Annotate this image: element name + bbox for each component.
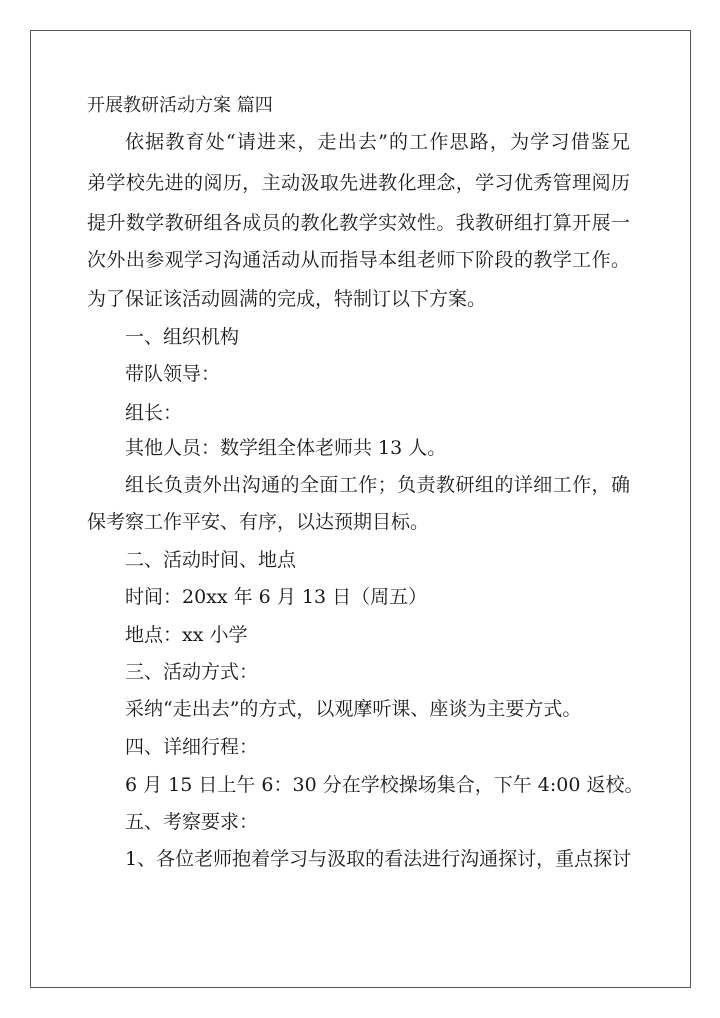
intro-text-3: 提升数学教研组各成员的教化教学实效性。我教研组打算开展一 [87, 212, 630, 234]
leader-line: 带队领导： [125, 363, 221, 385]
intro-line-4 [87, 248, 630, 272]
place-line: 地点：xx 小学 [125, 624, 248, 646]
document-title: 开展教研活动方案 篇四 [87, 95, 273, 116]
section-heading-schedule: 四、详细行程： [125, 736, 259, 758]
intro-text-2: 弟学校先进的阅历，主动汲取先进教化理念，学习优秀管理阅历 [87, 172, 630, 194]
requirement-text-1: 1、各位老师抱着学习与汲取的看法进行沟通探讨，重点探讨 [125, 848, 632, 870]
intro-text-4: 次外出参观学习沟通活动从而指导本组老师下阶段的教学工作。 [87, 249, 630, 271]
intro-line-5: 为了保证该活动圆满的完成，特制订以下方案。 [87, 288, 487, 310]
duty-line-2: 保考察工作平安、有序，以达预期目标。 [87, 511, 430, 533]
method-line: 采纳“走出去”的方式，以观摩听课、座谈为主要方式。 [125, 698, 582, 720]
duty-text-1: 组长负责外出沟通的全面工作；负责教研组的详细工作，确 [125, 474, 630, 496]
intro-line-2 [87, 171, 630, 195]
section-heading-method: 三、活动方式： [125, 661, 259, 683]
duty-line-1 [125, 473, 630, 497]
other-members-line: 其他人员：数学组全体老师共 13 人。 [125, 437, 447, 459]
section-heading-time-place: 二、活动时间、地点 [125, 549, 297, 571]
intro-text-1: 依据教育处“请进来，走出去”的工作思路，为学习借鉴兄 [125, 131, 630, 153]
time-line: 时间：20xx 年 6 月 13 日（周五） [125, 586, 428, 608]
group-head-line: 组长： [125, 402, 183, 424]
schedule-line: 6 月 15 日上午 6：30 分在学校操场集合，下午 4:00 返校。 [125, 774, 644, 796]
intro-line-3 [87, 211, 630, 235]
section-heading-organization: 一、组织机构 [125, 326, 240, 348]
intro-line-1 [125, 130, 630, 154]
requirement-line-1 [125, 847, 630, 871]
section-heading-requirements: 五、考察要求： [125, 811, 259, 833]
